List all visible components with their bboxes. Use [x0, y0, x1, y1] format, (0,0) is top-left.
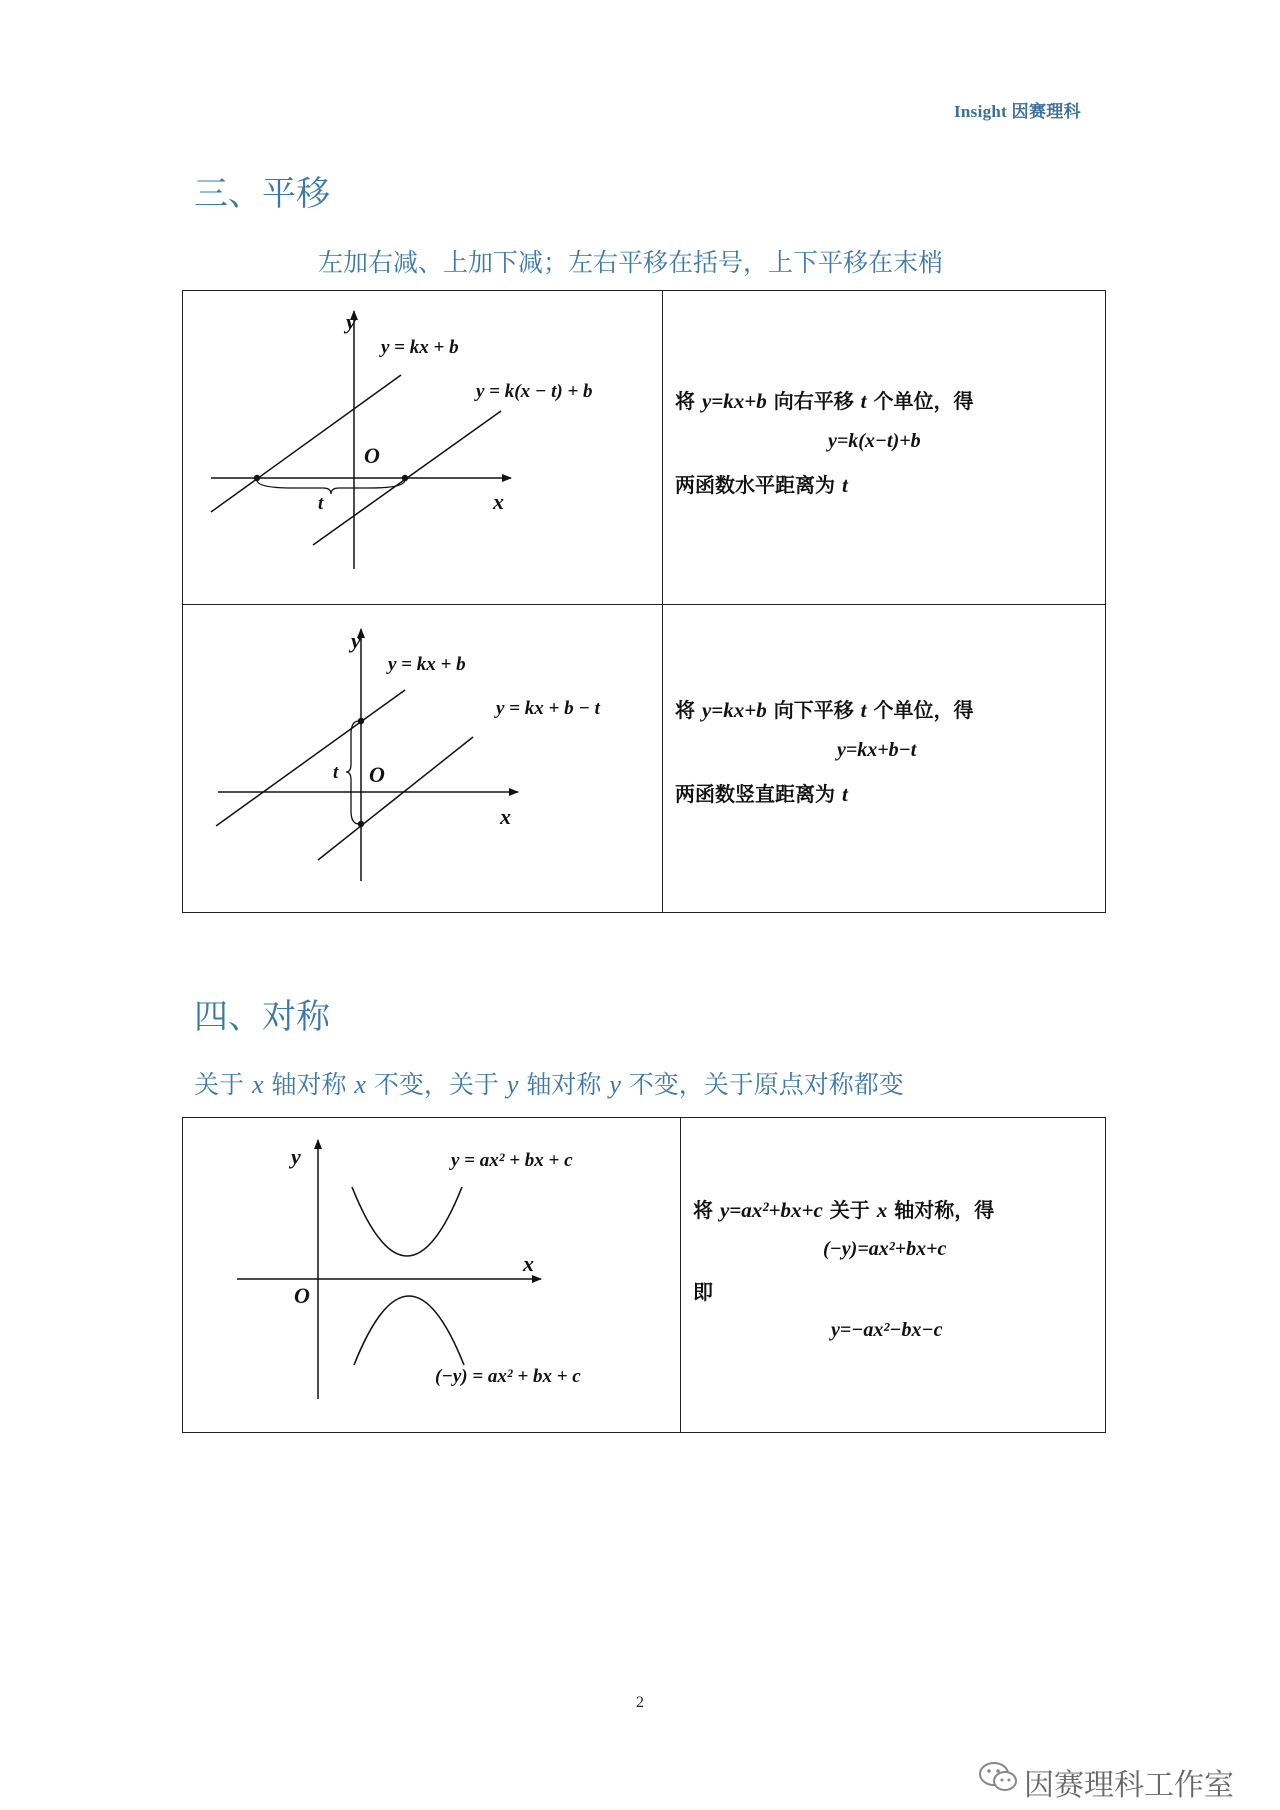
section-title-symmetry: 四、对称: [194, 997, 330, 1037]
text: 将: [693, 1198, 720, 1222]
equation-label: y = ax² + bx + c: [451, 1150, 573, 1171]
graph-x-axis-symmetry: [183, 1118, 680, 1432]
variable: t: [841, 782, 848, 806]
section-subtitle-symmetry: [194, 1065, 904, 1101]
line-shifted: [318, 737, 473, 860]
text: 不变，关于原点对称都变: [620, 1070, 904, 1099]
table-column-divider: [680, 1118, 681, 1432]
function: y=kx+b: [701, 389, 767, 413]
line-original: [216, 690, 405, 826]
x-axis-label: x: [493, 489, 504, 514]
text: 两函数竖直距离为: [675, 782, 842, 806]
equation-label: y = k(x − t) + b: [476, 381, 593, 402]
section-subtitle-translation: 左加右减、上加下减；左右平移在括号，上下平移在末梢: [318, 248, 944, 277]
equation-label: y = kx + b: [381, 337, 459, 358]
description-line: [675, 385, 973, 414]
translation-table: [182, 290, 1106, 913]
description-line: [693, 1194, 994, 1223]
connector-text: 即: [693, 1280, 713, 1304]
text: 两函数水平距离为: [675, 473, 842, 497]
text: 轴对称，得: [887, 1198, 995, 1222]
x-axis-label: x: [500, 804, 511, 829]
text: 个单位，得: [866, 698, 974, 722]
variable: x: [354, 1070, 366, 1099]
distance-label: t: [333, 762, 339, 783]
distance-note: [675, 778, 848, 807]
distance-note: [675, 469, 848, 498]
origin-label: O: [364, 443, 380, 468]
function: y=ax²+bx+c: [719, 1198, 823, 1222]
section-title-translation: 三、平移: [194, 174, 330, 214]
variable: x: [876, 1198, 888, 1222]
description-line: [675, 694, 973, 723]
equation-label: y = kx + b − t: [496, 698, 600, 719]
variable: x: [251, 1070, 264, 1099]
result-equation: (−y)=ax²+bx+c: [823, 1238, 947, 1260]
wechat-icon: [978, 1760, 1020, 1798]
variable: y: [506, 1070, 519, 1099]
text: 关于: [822, 1198, 877, 1222]
origin-label: O: [294, 1283, 310, 1308]
text: 向右平移: [766, 389, 861, 413]
text: 轴对称: [263, 1070, 355, 1099]
text: 关于: [194, 1070, 252, 1099]
result-equation: y=k(x−t)+b: [828, 430, 921, 452]
variable: t: [860, 389, 867, 413]
variable: t: [860, 698, 867, 722]
distance-brace: [257, 480, 405, 494]
text: 个单位，得: [866, 389, 974, 413]
graph-vertical-shift: [183, 604, 662, 912]
origin-label: O: [369, 762, 385, 787]
y-axis-label: y: [291, 1144, 301, 1169]
text: 向下平移: [766, 698, 861, 722]
text: 不变，关于: [365, 1070, 507, 1099]
distance-brace: [346, 721, 359, 824]
y-axis-label: y: [346, 309, 356, 334]
result-equation: y=kx+b−t: [837, 739, 917, 761]
text: 将: [675, 389, 702, 413]
equation-label: (−y) = ax² + bx + c: [435, 1366, 581, 1387]
text: 轴对称: [518, 1070, 610, 1099]
symmetry-table: [182, 1117, 1106, 1433]
graph-horizontal-shift: [183, 291, 662, 604]
variable: y: [609, 1070, 621, 1099]
header-brand: Insight 因赛理科: [954, 102, 1081, 121]
variable: t: [841, 473, 848, 497]
equation-label: y = kx + b: [388, 654, 466, 675]
watermark-text: 因赛理科工作室: [1024, 1768, 1234, 1803]
parabola-upper: [352, 1187, 462, 1256]
table-column-divider: [662, 291, 663, 912]
parabola-lower: [354, 1296, 464, 1365]
page-number: 2: [636, 1694, 644, 1711]
text: 将: [675, 698, 702, 722]
x-axis-label: x: [523, 1251, 534, 1276]
function: y=kx+b: [701, 698, 767, 722]
result-equation: y=−ax²−bx−c: [831, 1319, 943, 1341]
distance-label: t: [318, 493, 324, 514]
y-axis-label: y: [351, 628, 361, 653]
